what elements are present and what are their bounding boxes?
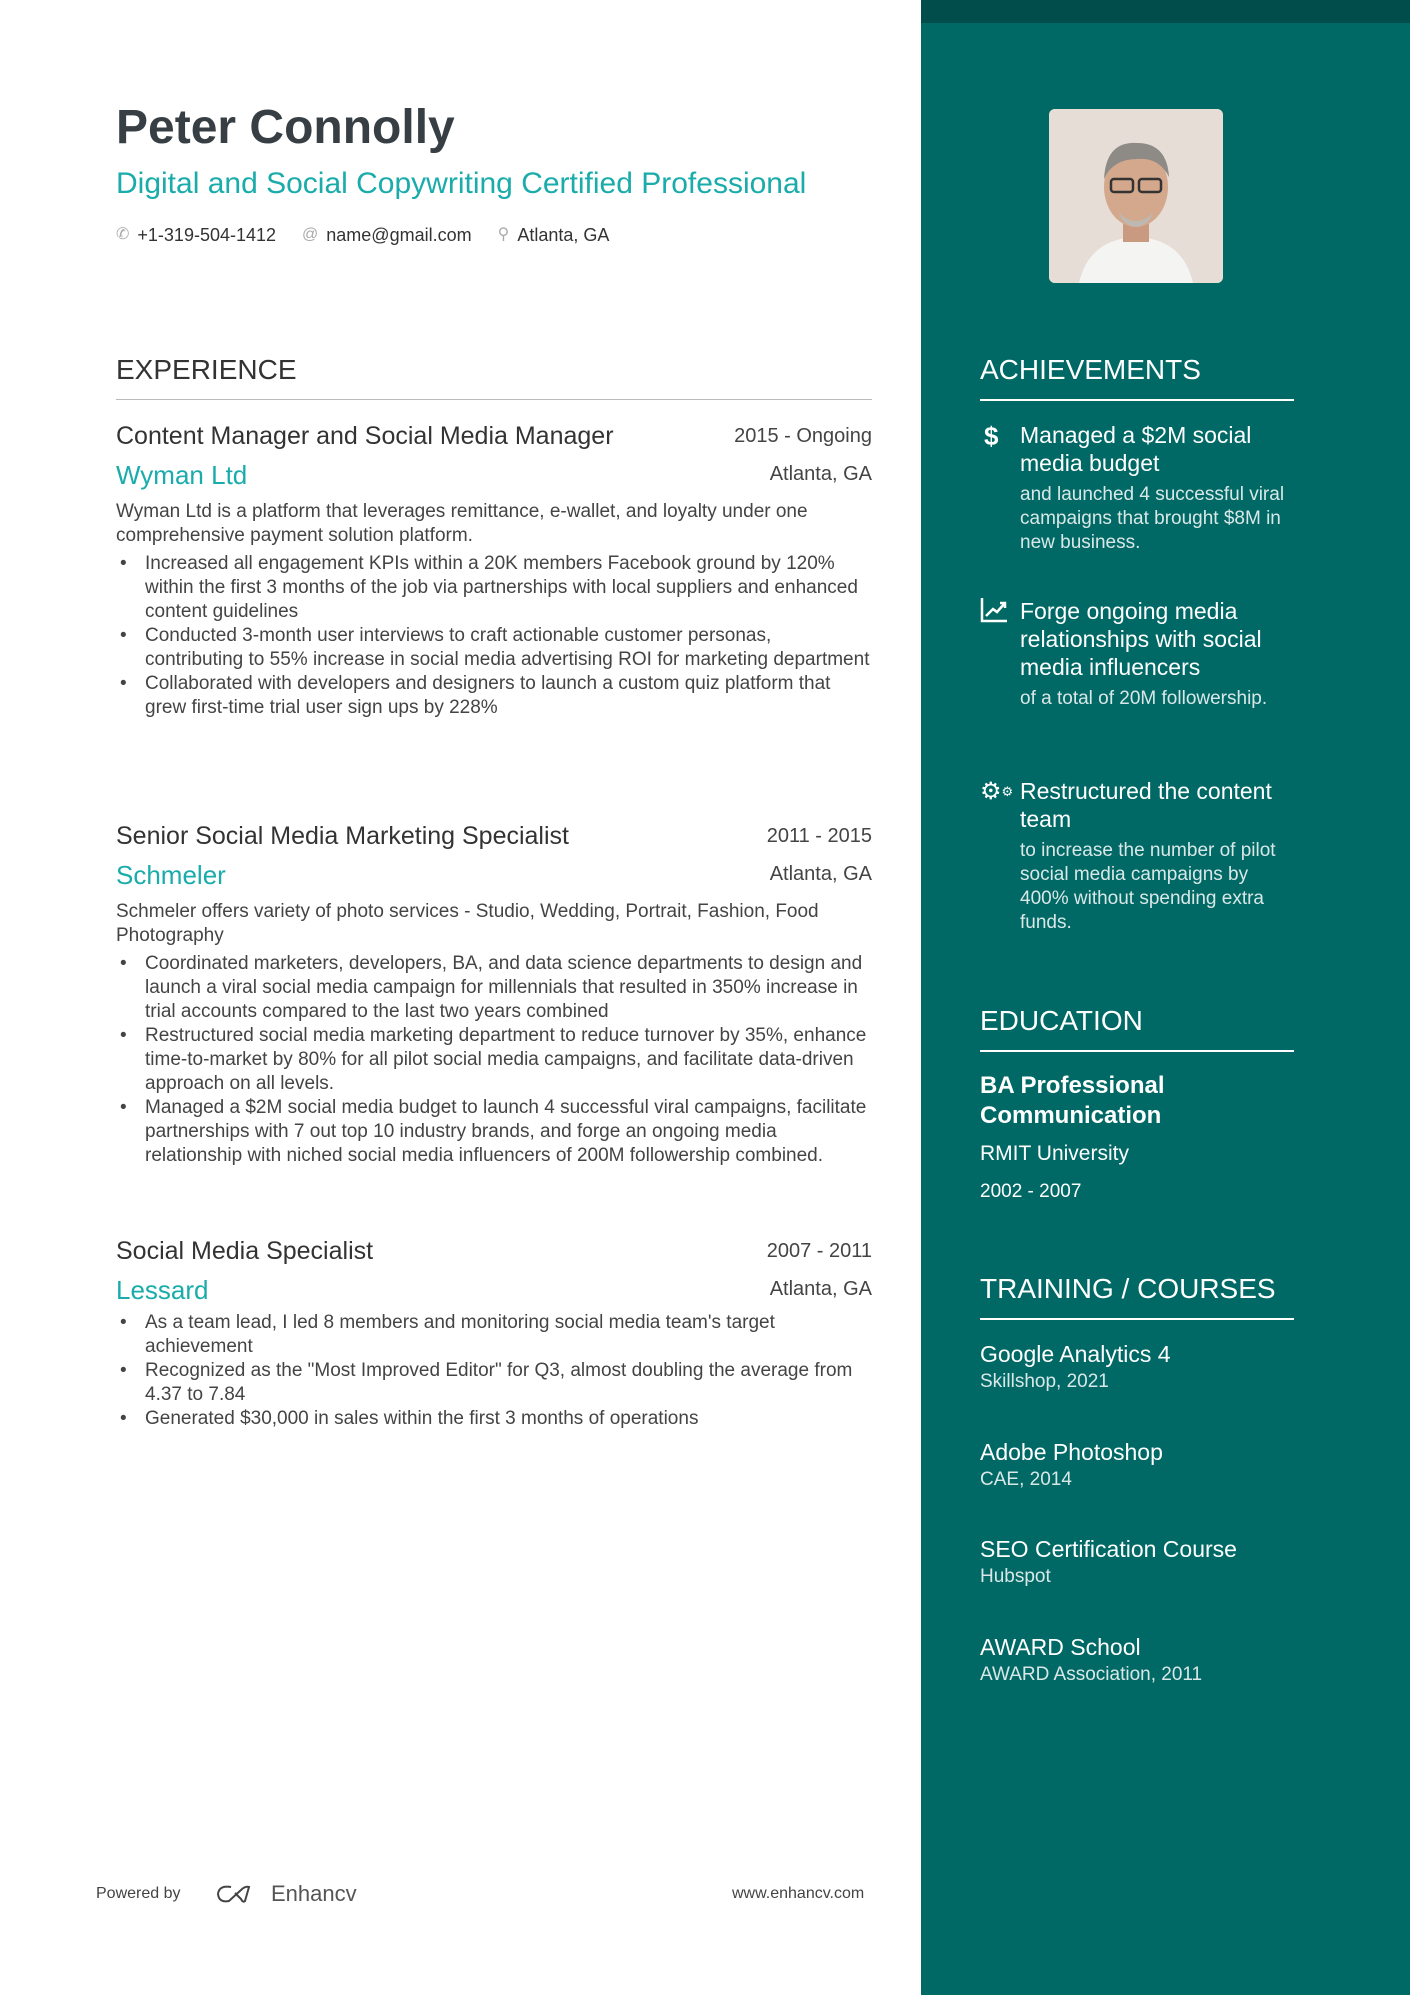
job-bullet: • Collaborated with developers and designers to launch a custom quiz platform that grew first-time trial user sign ups by 228% (116, 672, 872, 720)
sidebar-top-strip (921, 0, 1410, 23)
enhancv-brand: Enhancv (271, 1881, 357, 1906)
company-description: Schmeler offers variety of photo services - Studio, Wedding, Portrait, Fashion, Food Photography (116, 901, 819, 946)
chart-line-icon (980, 597, 1020, 711)
education-entry (980, 1071, 1300, 1207)
company-name: Schmeler (116, 860, 226, 890)
job-entry (116, 1235, 872, 1431)
phone: +1-319-504-1412 (137, 225, 277, 245)
candidate-title: Digital and Social Copywriting Certified Professional (116, 167, 807, 200)
course-item (980, 1632, 1202, 1688)
job-bullet: • Coordinated marketers, developers, BA, and data science departments to design and launch a viral social media campaign for millennials that resulted in 350% increase in trial accounts compared to the last two years combined (116, 952, 872, 1024)
job-dates: 2011 - 2015 (766, 825, 872, 847)
course-provider: AWARD Association, 2011 (980, 1664, 1203, 1685)
course-provider: CAE, 2014 (980, 1469, 1072, 1490)
contact-info (116, 223, 609, 247)
education-dates: 2002 - 2007 (980, 1181, 1082, 1202)
achievement-desc: of a total of 20M followership. (1020, 688, 1268, 709)
job-title: Social Media Specialist (116, 1237, 374, 1265)
education-heading: EDUCATION (980, 1004, 1294, 1052)
job-bullet: • Restructured social media marketing department to reduce turnover by 35%, enhance time-to-market by 80% for all pilot social media campaigns, and facilitate data-driven approach on all levels. (116, 1024, 872, 1096)
job-title: Senior Social Media Marketing Specialist (116, 822, 569, 850)
experience-heading: EXPERIENCE (116, 353, 872, 400)
school: RMIT University (980, 1142, 1129, 1165)
job-title: Content Manager and Social Media Manager (116, 422, 614, 450)
job-bullet: • Recognized as the "Most Improved Editor" for Q3, almost doubling the average from 4.37 to 7.84 (116, 1359, 872, 1407)
job-location: Atlanta, GA (769, 863, 872, 885)
company-name: Lessard (116, 1275, 209, 1305)
company-name: Wyman Ltd (116, 460, 248, 490)
course-item (980, 1437, 1163, 1493)
achievement-desc: and launched 4 successful viral campaigns that brought $8M in new business. (1020, 484, 1285, 553)
job-dates: 2007 - 2011 (766, 1240, 872, 1262)
sidebar-panel (921, 0, 1410, 1995)
achievement-desc: to increase the number of pilot social media campaigns by 400% without spending extra funds. (1020, 840, 1276, 933)
job-bullet: • Generated $30,000 in sales within the first 3 months of operations (116, 1407, 872, 1431)
location-pin-icon: ⚲ (497, 226, 510, 243)
job-bullet: • Managed a $2M social media budget to launch 4 successful viral campaigns, facilitate partnerships with 7 out top 10 industry brands, and forge an ongoing media relationship with niched social media influencers of 200M followership combined. (116, 1096, 872, 1168)
job-location: Atlanta, GA (769, 463, 872, 485)
degree: BA Professional Communication (980, 1072, 1165, 1129)
achievements-heading: ACHIEVEMENTS (980, 353, 1294, 401)
powered-by-label: Powered by (96, 1885, 181, 1902)
candidate-name: Peter Connolly (116, 101, 455, 154)
job-entry (116, 820, 872, 1168)
achievement-item (980, 597, 1300, 711)
achievement-item (980, 421, 1300, 555)
achievement-title: Managed a $2M social media budget (1020, 422, 1252, 476)
profile-photo (1049, 109, 1223, 283)
email: name@gmail.com (326, 225, 472, 245)
achievement-item (980, 777, 1300, 935)
course-title: Adobe Photoshop (980, 1439, 1163, 1465)
job-bullet: • Increased all engagement KPIs within a 20K members Facebook ground by 120% within the first 3 months of the job via partnerships with local suppliers and enhanced content guidelines (116, 552, 872, 624)
dollar-icon: $ (984, 421, 999, 451)
course-title: SEO Certification Course (980, 1536, 1237, 1562)
course-item (980, 1339, 1171, 1395)
job-location: Atlanta, GA (769, 1278, 872, 1300)
enhancv-logo[interactable] (215, 1882, 357, 1906)
course-provider: Hubspot (980, 1566, 1051, 1587)
course-item (980, 1534, 1237, 1590)
achievement-title: Forge ongoing media relationships with social media influencers (1020, 598, 1262, 680)
achievement-title: Restructured the content team (1020, 778, 1272, 832)
course-provider: Skillshop, 2021 (980, 1371, 1109, 1392)
course-title: Google Analytics 4 (980, 1341, 1171, 1367)
location: Atlanta, GA (517, 225, 610, 245)
job-dates: 2015 - Ongoing (734, 425, 872, 447)
company-description: Wyman Ltd is a platform that leverages remittance, e-wallet, and loyalty under one comprehensive payment solution platform. (116, 501, 808, 546)
enhancv-logo-icon (215, 1882, 263, 1906)
gears-icon: ⚙⚙ (980, 778, 1014, 805)
job-entry (116, 420, 872, 720)
course-title: AWARD School (980, 1634, 1141, 1660)
job-bullet: • Conducted 3-month user interviews to craft actionable customer personas, contributing to 55% increase in social media advertising ROI for marketing department (116, 624, 872, 672)
job-bullet: • As a team lead, I led 8 members and monitoring social media team's target achievement (116, 1311, 872, 1359)
training-heading: TRAINING / COURSES (980, 1272, 1294, 1320)
enhancv-url[interactable]: www.enhancv.com (732, 1885, 865, 1902)
phone-icon: ✆ (116, 226, 130, 243)
at-icon: @ (302, 226, 319, 243)
